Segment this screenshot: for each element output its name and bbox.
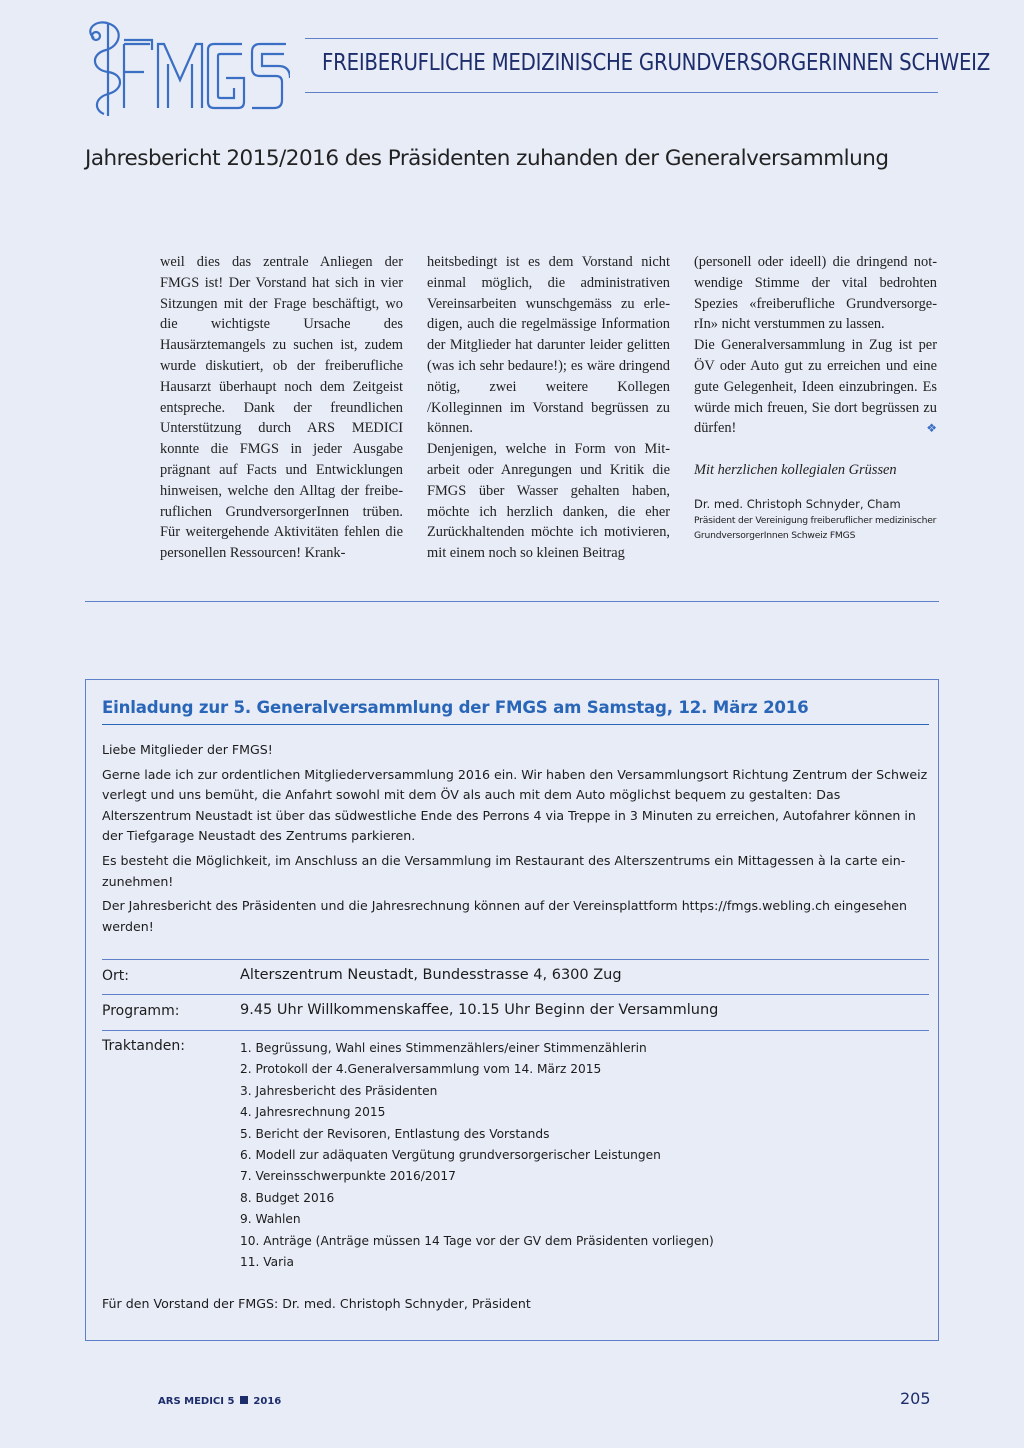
list-item: 10. Anträge (Anträge müssen 14 Tage vor der GV dem Präsidenten vorliegen): [240, 1233, 714, 1248]
row-rule: [102, 994, 929, 995]
list-item: 6. Modell zur adäquaten Vergütung grundversorgerischer Leistungen: [240, 1148, 661, 1163]
ort-value: Alterszentrum Neustadt, Bundesstrasse 4, 6300 Zug: [240, 967, 622, 983]
title-underline: [102, 724, 929, 725]
list-item: 2. Protokoll der 4.Generalversammlung vom 14. März 2015: [240, 1062, 602, 1077]
row-rule: [102, 959, 929, 960]
paragraph: Denjenigen, welche in Form von Mitarbeit oder Anregungen und Kritik die FMGS über Wasser gehalten haben, möchte ich herzlich danken, die eher Zurückhaltenden möchte ich motivieren, mit einem noch so kleinen Beitrag: [427, 441, 670, 562]
invitation-title: Einladung zur 5. Generalversammlung der FMGS am Samstag, 12. März 2016: [102, 698, 809, 717]
traktanden-label: Traktanden:: [102, 1038, 185, 1054]
article-title: Jahresbericht 2015/2016 des Präsidenten zuhanden der Generalversammlung: [85, 146, 889, 171]
signer-name: Dr. med. Christoph Schnyder, Cham: [694, 496, 901, 511]
list-item: 9. Wahlen: [240, 1212, 301, 1227]
list-item: 5. Bericht der Revisoren, Entlastung des Vorstands: [240, 1126, 550, 1141]
paragraph: [694, 335, 937, 439]
page-number: 205: [900, 1389, 931, 1408]
article-column-3: [694, 252, 937, 543]
paragraph: weil dies das zentrale Anliegen der FMGS ist! Der Vorstand hat sich in vier Sitzungen mit der Frage beschäftigt, wo die wichtigste Ursache des Hausärztemangels zu suchen ist, zudem wurde diskutiert, ob der freiberufliche Hausarzt überhaupt noch dem Zeitgeist entspreche. Dank der freundlichen Unterstützung durch ARS MEDICI konnte die FMGS in jeder Ausgabe prägnant auf Facts und Entwicklungen hinweisen, welche den Alltag der freiberuflichen GrundversorgerInnen trüben. Für weitergehende Aktivitäten fehlen die personellen Ressourcen! Krank-: [160, 254, 403, 562]
article-column-1: [160, 252, 403, 564]
end-mark-icon: ❖: [926, 421, 937, 436]
paragraph-text: Die Generalversammlung in Zug ist per ÖV oder Auto gut zu erreichen und eine gute Gelegenheit, Ideen einzubringen. Es würde mich freuen, Sie dort begrüssen zu dürfen!: [694, 337, 937, 437]
journal-footer: [158, 1396, 281, 1407]
list-item: 3. Jahresbericht des Präsidenten: [240, 1083, 438, 1098]
list-item: 11. Varia: [240, 1255, 294, 1270]
invitation-body: [102, 740, 930, 941]
square-icon: [240, 1396, 248, 1404]
list-item: 7. Vereinsschwerpunkte 2016/2017: [240, 1169, 456, 1184]
header-rule-top: [305, 38, 938, 39]
programm-value: 9.45 Uhr Willkommenskaffee, 10.15 Uhr Beginn der Versammlung: [240, 1002, 719, 1018]
list-item: 4. Jahresrechnung 2015: [240, 1105, 386, 1120]
list-item: 8. Budget 2016: [240, 1190, 335, 1205]
programm-label: Programm:: [102, 1003, 180, 1019]
journal-year: 2016: [253, 1396, 282, 1407]
section-divider: [85, 601, 939, 602]
greeting: Mit herzlichen kollegialen Grüssen: [694, 462, 897, 479]
journal-name: ARS MEDICI 5: [158, 1396, 235, 1407]
paragraph: heitsbedingt ist es dem Vorstand nicht einmal möglich, die administrativen Vereinsarbeiten wunschgemäss zu erledigen, auch die regelmässige Information der Mitglieder hat darunter leider gelitten (was ich sehr bedaure!); es wäre dringend nötig, zwei weitere Kollegen /Kolleginnen im Vorstand begrüssen zu können.: [427, 254, 670, 437]
list-item: 1. Begrüssung, Wahl eines Stimmenzählers/einer Stimmenzählerin: [240, 1041, 647, 1055]
ort-label: Ort:: [102, 968, 129, 984]
paragraph: (personell oder ideell) die dringend notwendige Stimme der vital bedrohten Spezies «freiberufliche GrundversorgerIn» nicht verstummen zu lassen.: [694, 254, 937, 333]
paragraph: Gerne lade ich zur ordentlichen Mitgliederversammlung 2016 ein. Wir haben den Versammlungsort Richtung Zentrum der Schweiz verlegt und uns bemüht, die Anfahrt sowohl mit dem ÖV als auch mit dem Auto möglichst bequem zu gestalten: Das Alterszentrum Neustadt ist über das südwestliche Ende des Perrons 4 via Treppe in 3 Minuten zu erreichen, Autofahrer können in der Tiefgarage Neustadt des Zentrums parkieren.: [102, 766, 928, 844]
invitation-box: [85, 679, 939, 1341]
article-column-2: [427, 252, 670, 564]
signer-role-line: GrundversorgerInnen Schweiz FMGS: [694, 529, 856, 541]
fmgs-logo: [80, 16, 290, 120]
signer-role-line: Präsident der Vereinigung freiberuflicher medizinischer: [694, 514, 937, 526]
organization-name: FREIBERUFLICHE MEDIZINISCHE GRUNDVERSORGERINNEN SCHWEIZ: [322, 50, 991, 76]
signer-role: [694, 513, 937, 543]
header-rule-bottom: [305, 92, 938, 93]
traktanden-list: [240, 1038, 714, 1273]
row-rule: [102, 1030, 929, 1031]
paragraph: Der Jahresbericht des Präsidenten und die Jahresrechnung können auf der Vereinsplattform https://fmgs.webling.ch eingesehen werden!: [102, 898, 908, 934]
paragraph: Es besteht die Möglichkeit, im Anschluss an die Versammlung im Restaurant des Alterszentrums ein Mittagessen à la carte einzunehmen!: [102, 852, 906, 889]
paragraph: Liebe Mitglieder der FMGS!: [102, 742, 273, 757]
invitation-footer: Für den Vorstand der FMGS: Dr. med. Christoph Schnyder, Präsident: [102, 1296, 531, 1311]
